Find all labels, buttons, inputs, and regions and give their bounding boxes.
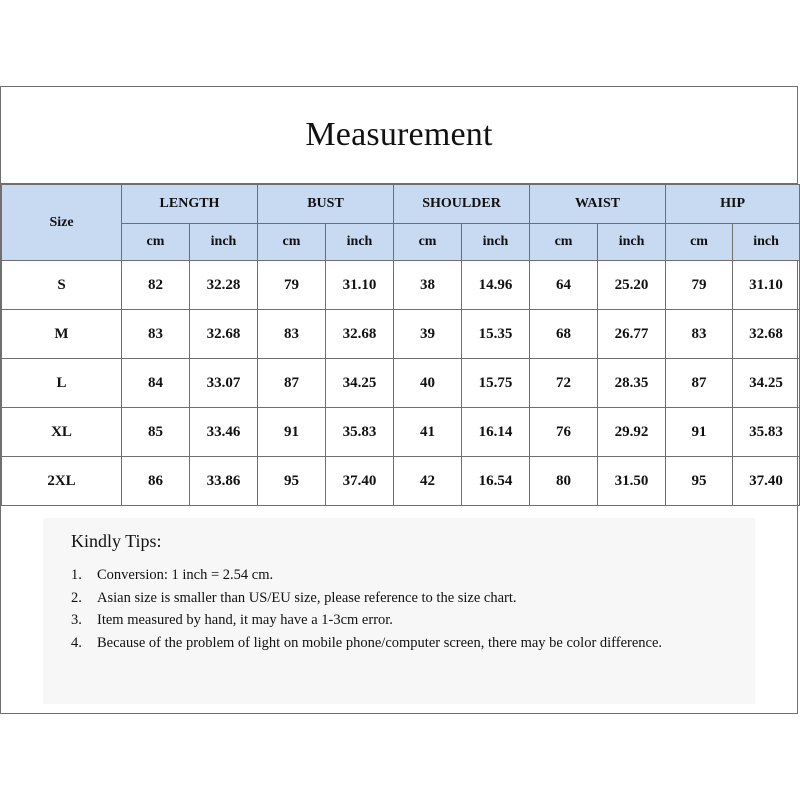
tip-text: Asian size is smaller than US/EU size, please reference to the size chart. bbox=[97, 589, 517, 606]
tip-text: Conversion: 1 inch = 2.54 cm. bbox=[97, 567, 274, 583]
unit-header-inch: inch bbox=[733, 224, 800, 261]
unit-header-inch: inch bbox=[326, 224, 394, 261]
table-cell: 87 bbox=[666, 359, 733, 408]
table-cell: 76 bbox=[530, 408, 598, 457]
unit-header-cm: cm bbox=[530, 224, 598, 261]
table-cell: 87 bbox=[258, 359, 326, 408]
size-label: 2XL bbox=[2, 457, 122, 506]
unit-header-cm: cm bbox=[666, 224, 733, 261]
table-row bbox=[2, 359, 800, 408]
table-cell: 16.14 bbox=[462, 408, 530, 457]
size-label: XL bbox=[2, 408, 122, 457]
tips-heading: Kindly Tips: bbox=[71, 531, 162, 551]
table-cell: 83 bbox=[258, 310, 326, 359]
tip-text: Item measured by hand, it may have a 1-3cm error. bbox=[97, 612, 393, 628]
table-cell: 42 bbox=[394, 457, 462, 506]
measurement-chart bbox=[0, 86, 798, 714]
tip-number: 2. bbox=[71, 589, 82, 606]
group-header-hip: HIP bbox=[666, 185, 800, 224]
table-cell: 33.07 bbox=[190, 359, 258, 408]
tip-text: Because of the problem of light on mobile phone/computer screen, there may be color difference. bbox=[97, 634, 663, 651]
table-cell: 34.25 bbox=[733, 359, 800, 408]
table-cell: 31.10 bbox=[326, 261, 394, 310]
list-item bbox=[71, 632, 711, 655]
table-cell: 15.75 bbox=[462, 359, 530, 408]
table-cell: 38 bbox=[394, 261, 462, 310]
tip-number: 4. bbox=[71, 634, 82, 651]
size-label: M bbox=[2, 310, 122, 359]
list-item bbox=[71, 587, 711, 610]
group-header-bust: BUST bbox=[258, 185, 394, 224]
table-cell: 82 bbox=[122, 261, 190, 310]
table-row bbox=[2, 408, 800, 457]
tip-number: 1. bbox=[71, 567, 82, 583]
size-label: S bbox=[2, 261, 122, 310]
size-table bbox=[1, 184, 800, 506]
table-row bbox=[2, 261, 800, 310]
unit-header-cm: cm bbox=[122, 224, 190, 261]
table-cell: 95 bbox=[258, 457, 326, 506]
group-header-waist: WAIST bbox=[530, 185, 666, 224]
table-row bbox=[2, 310, 800, 359]
table-cell: 31.50 bbox=[598, 457, 666, 506]
unit-header-inch: inch bbox=[598, 224, 666, 261]
table-cell: 72 bbox=[530, 359, 598, 408]
table-cell: 37.40 bbox=[326, 457, 394, 506]
tips-list bbox=[71, 564, 711, 654]
tips-box bbox=[43, 518, 755, 704]
table-cell: 32.68 bbox=[190, 310, 258, 359]
table-cell: 91 bbox=[666, 408, 733, 457]
table-cell: 80 bbox=[530, 457, 598, 506]
unit-header-cm: cm bbox=[394, 224, 462, 261]
table-cell: 40 bbox=[394, 359, 462, 408]
table-cell: 86 bbox=[122, 457, 190, 506]
table-cell: 28.35 bbox=[598, 359, 666, 408]
table-cell: 91 bbox=[258, 408, 326, 457]
table-cell: 34.25 bbox=[326, 359, 394, 408]
table-cell: 15.35 bbox=[462, 310, 530, 359]
table-cell: 31.10 bbox=[733, 261, 800, 310]
table-cell: 83 bbox=[122, 310, 190, 359]
table-cell: 35.83 bbox=[733, 408, 800, 457]
table-cell: 85 bbox=[122, 408, 190, 457]
tip-number: 3. bbox=[71, 612, 82, 628]
table-cell: 79 bbox=[258, 261, 326, 310]
table-cell: 37.40 bbox=[733, 457, 800, 506]
table-cell: 68 bbox=[530, 310, 598, 359]
table-cell: 64 bbox=[530, 261, 598, 310]
unit-header-inch: inch bbox=[462, 224, 530, 261]
table-cell: 79 bbox=[666, 261, 733, 310]
list-item bbox=[71, 609, 711, 632]
table-cell: 26.77 bbox=[598, 310, 666, 359]
unit-header-inch: inch bbox=[190, 224, 258, 261]
size-column-header: Size bbox=[2, 185, 122, 261]
chart-title: Measurement bbox=[1, 87, 797, 184]
group-header-length: LENGTH bbox=[122, 185, 258, 224]
table-cell: 41 bbox=[394, 408, 462, 457]
table-cell: 35.83 bbox=[326, 408, 394, 457]
table-cell: 33.46 bbox=[190, 408, 258, 457]
size-label: L bbox=[2, 359, 122, 408]
group-header-shoulder: SHOULDER bbox=[394, 185, 530, 224]
table-cell: 84 bbox=[122, 359, 190, 408]
unit-header-cm: cm bbox=[258, 224, 326, 261]
table-cell: 25.20 bbox=[598, 261, 666, 310]
table-cell: 16.54 bbox=[462, 457, 530, 506]
table-cell: 39 bbox=[394, 310, 462, 359]
list-item bbox=[71, 564, 711, 587]
table-row bbox=[2, 457, 800, 506]
table-cell: 29.92 bbox=[598, 408, 666, 457]
table-cell: 14.96 bbox=[462, 261, 530, 310]
table-cell: 32.68 bbox=[733, 310, 800, 359]
table-cell: 33.86 bbox=[190, 457, 258, 506]
table-cell: 32.28 bbox=[190, 261, 258, 310]
table-cell: 83 bbox=[666, 310, 733, 359]
table-cell: 32.68 bbox=[326, 310, 394, 359]
table-cell: 95 bbox=[666, 457, 733, 506]
